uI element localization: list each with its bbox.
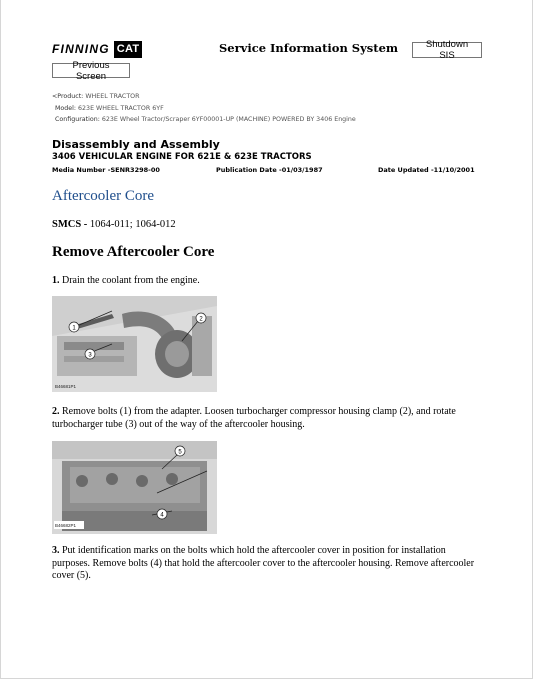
model-label: Model:	[55, 105, 77, 112]
figure-id: B46682P1	[55, 523, 77, 528]
model-value: 623E WHEEL TRACTOR 6YF	[78, 105, 164, 112]
smcs-label: SMCS -	[52, 219, 88, 230]
step-number: 1.	[52, 275, 60, 286]
meta-configuration	[55, 116, 356, 123]
callout-2: 2	[199, 316, 203, 323]
document-title: Disassembly and Assembly	[52, 138, 220, 151]
figure-1-photo	[52, 296, 217, 392]
step-text: Put identification marks on the bolts which hold the aftercooler cover in position for installation purposes. Remove bolts (4) that hold the aftercooler cover to the aftercooler housing. Remove aftercooler cover (5).	[52, 545, 475, 581]
step-text: Remove bolts (1) from the adapter. Loosen turbocharger compressor housing clamp (2), and rotate turbocharger tube (3) out of the way of the aftercooler housing.	[52, 406, 456, 430]
config-label: Configuration:	[55, 116, 100, 123]
publication-date: Publication Date -01/03/1987	[216, 166, 323, 174]
finning-cat-logo	[52, 40, 142, 58]
procedure-title: Remove Aftercooler Core	[52, 244, 215, 260]
logo-badge: CAT	[114, 41, 143, 58]
date-updated: Date Updated -11/10/2001	[378, 166, 475, 174]
figure-2-photo	[52, 441, 217, 534]
section-title: Aftercooler Core	[52, 188, 155, 204]
step-1	[52, 275, 482, 288]
step-text: Drain the coolant from the engine.	[59, 275, 200, 286]
figure-id: B46681P1	[55, 384, 77, 389]
callout-4: 4	[160, 512, 164, 519]
callout-5: 5	[178, 449, 182, 456]
page-border-left	[0, 0, 1, 679]
product-value: WHEEL TRACTOR	[85, 93, 140, 100]
logo-text: FINNING	[52, 42, 110, 56]
step-number: 2.	[52, 406, 60, 417]
previous-screen-button[interactable]: Previous Screen	[52, 63, 130, 78]
config-value: 623E Wheel Tractor/Scraper 6YF00001-UP (MACHINE) POWERED BY 3406 Engine	[101, 116, 356, 123]
system-title: Service Information System	[219, 41, 399, 55]
document-subtitle: 3406 VEHICULAR ENGINE FOR 621E & 623E TRACTORS	[52, 152, 312, 162]
media-number: Media Number -SENR3298-00	[52, 166, 160, 174]
product-label[interactable]: <Product:	[52, 93, 84, 100]
smcs-codes	[52, 219, 176, 230]
figure-aftercooler-cover	[52, 441, 217, 534]
callout-1: 1	[72, 325, 76, 332]
step-2	[52, 406, 482, 431]
step-number: 3.	[52, 545, 60, 556]
meta-product	[52, 93, 140, 100]
smcs-value: 1064-011; 1064-012	[87, 219, 176, 230]
figure-turbocharger-adapter	[52, 296, 217, 392]
meta-model	[55, 105, 164, 112]
callout-3: 3	[88, 352, 92, 359]
shutdown-sis-button[interactable]: Shutdown SIS	[412, 42, 482, 58]
step-3	[52, 545, 482, 583]
